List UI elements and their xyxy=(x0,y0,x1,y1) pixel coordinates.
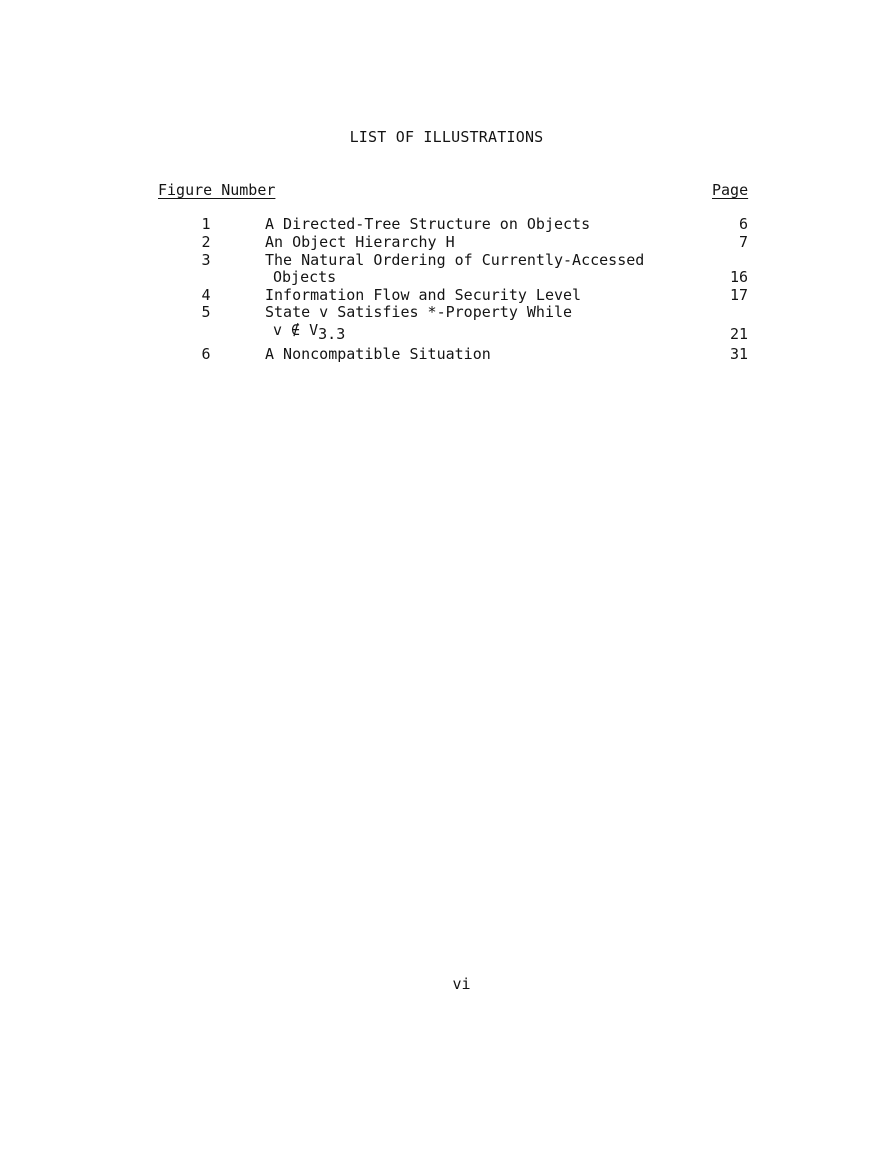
page-title: LIST OF ILLUSTRATIONS xyxy=(349,128,544,146)
figure-caption: A Directed-Tree Structure on Objects xyxy=(265,215,591,233)
figure-caption: A Noncompatible Situation xyxy=(265,345,491,363)
figure-number: 2 xyxy=(201,233,211,251)
list-item xyxy=(0,234,893,252)
list-item xyxy=(0,346,893,364)
page-header: Page xyxy=(712,181,749,199)
page-folio: vi xyxy=(452,975,471,993)
page-number: 16 xyxy=(729,268,748,286)
list-item xyxy=(0,287,893,305)
figure-number: 4 xyxy=(201,285,211,304)
page-number: 31 xyxy=(729,345,748,363)
figure-caption xyxy=(265,304,695,343)
caption-line-2: Objects xyxy=(273,268,337,286)
math-expression: v ∉ V xyxy=(273,320,319,339)
figure-number: 3 xyxy=(201,250,211,269)
page-number: 6 xyxy=(738,215,748,233)
page-number: 7 xyxy=(738,233,748,251)
figure-caption xyxy=(265,252,695,287)
figure-caption: An Object Hierarchy H xyxy=(265,233,455,251)
caption-line-1: The Natural Ordering of Currently-Accessed xyxy=(265,250,645,269)
figure-number: 6 xyxy=(201,345,211,363)
caption-line-1: State v Satisfies *-Property While xyxy=(265,303,573,321)
figure-caption: Information Flow and Security Level xyxy=(265,285,582,304)
math-subscript: 3.3 xyxy=(318,324,346,343)
caption-math-line xyxy=(265,322,695,344)
page-number: 17 xyxy=(729,285,748,304)
page-number: 21 xyxy=(729,325,748,343)
figure-number: 5 xyxy=(201,303,211,321)
list-item xyxy=(0,304,893,346)
list-item xyxy=(0,216,893,234)
figure-number-header: Figure Number xyxy=(158,181,276,199)
illustrations-list xyxy=(0,216,893,364)
list-item xyxy=(0,252,893,287)
figure-number: 1 xyxy=(201,215,211,233)
